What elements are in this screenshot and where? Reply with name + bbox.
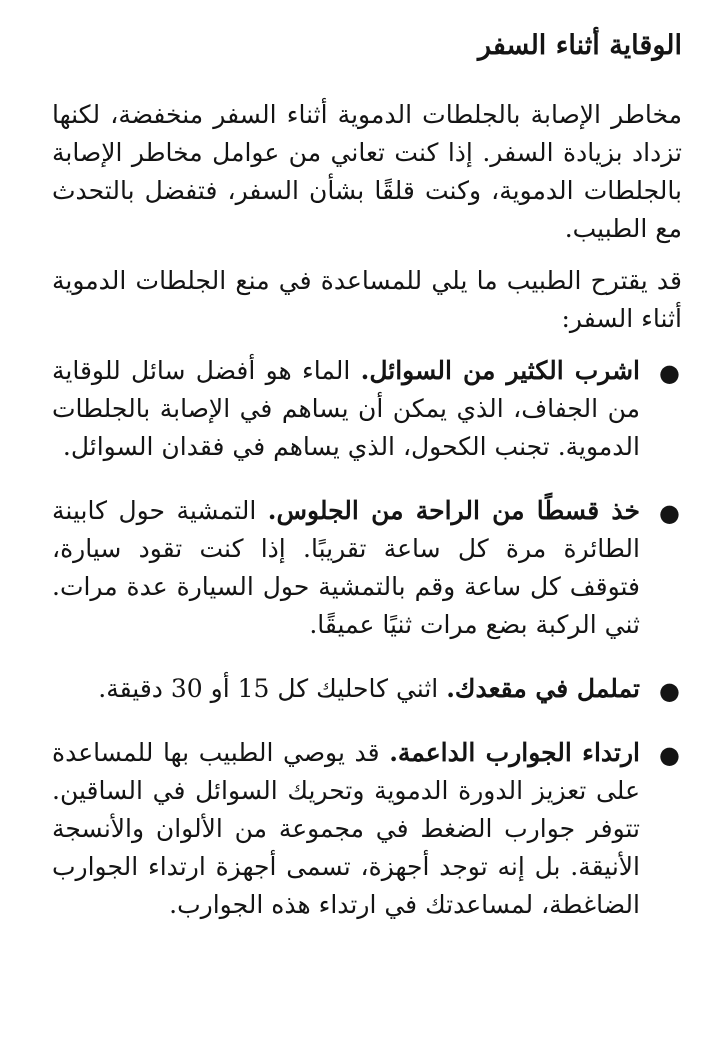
- list-item: [52, 734, 682, 924]
- tip-text: الماء هو أفضل سائل للوقاية من الجفاف، الذي يمكن أن يساهم في الإصابة بالجلطات الدموية. تجنب الكحول، الذي يساهم في فقدان السوائل.: [52, 356, 640, 461]
- list-item: [52, 352, 682, 466]
- tip-heading: تململ في مقعدك.: [446, 674, 640, 703]
- tip-text: التمشية حول كابينة الطائرة مرة كل ساعة تقريبًا. إذا كنت تقود سيارة، فتوقف كل ساعة وقم بالتمشية حول السيارة عدة مرات. ثني الركبة بضع مرات ثنيًا عميقًا.: [52, 496, 640, 639]
- tip-text: قد يوصي الطبيب بها للمساعدة على تعزيز الدورة الدموية وتحريك السوائل في الساقين. تتوفر جوارب الضغط في مجموعة من الألوان والأنسجة الأنيقة. بل إنه توجد أجهزة، تسمى أجهزة ارتداء الجوارب الضاغطة، لمساعدتك في ارتداء هذه الجوارب.: [52, 738, 640, 919]
- tips-list: [52, 352, 682, 924]
- bullet-icon: ●: [659, 677, 680, 705]
- list-item: [52, 670, 682, 708]
- bullet-icon: ●: [659, 359, 680, 387]
- list-item: [52, 492, 682, 644]
- tip-heading: ارتداء الجوارب الداعمة.: [389, 738, 640, 767]
- tip-heading: خذ قسطًا من الراحة من الجلوس.: [267, 496, 640, 525]
- bullet-icon: ●: [659, 499, 680, 527]
- bullet-icon: ●: [659, 741, 680, 769]
- suggestions-intro-paragraph: قد يقترح الطبيب ما يلي للمساعدة في منع الجلطات الدموية أثناء السفر:: [52, 266, 682, 333]
- tip-text: اثني كاحليك كل 15 أو 30 دقيقة.: [98, 674, 447, 703]
- page-title: الوقاية أثناء السفر: [477, 30, 682, 61]
- tip-heading: اشرب الكثير من السوائل.: [360, 356, 640, 385]
- intro-paragraph: مخاطر الإصابة بالجلطات الدموية أثناء السفر منخفضة، لكنها تزداد بزيادة السفر. إذا كنت تعاني من عوامل مخاطر الإصابة بالجلطات الدموية، وكنت قلقًا بشأن السفر، فتفضل بالتحدث مع الطبيب.: [52, 100, 682, 243]
